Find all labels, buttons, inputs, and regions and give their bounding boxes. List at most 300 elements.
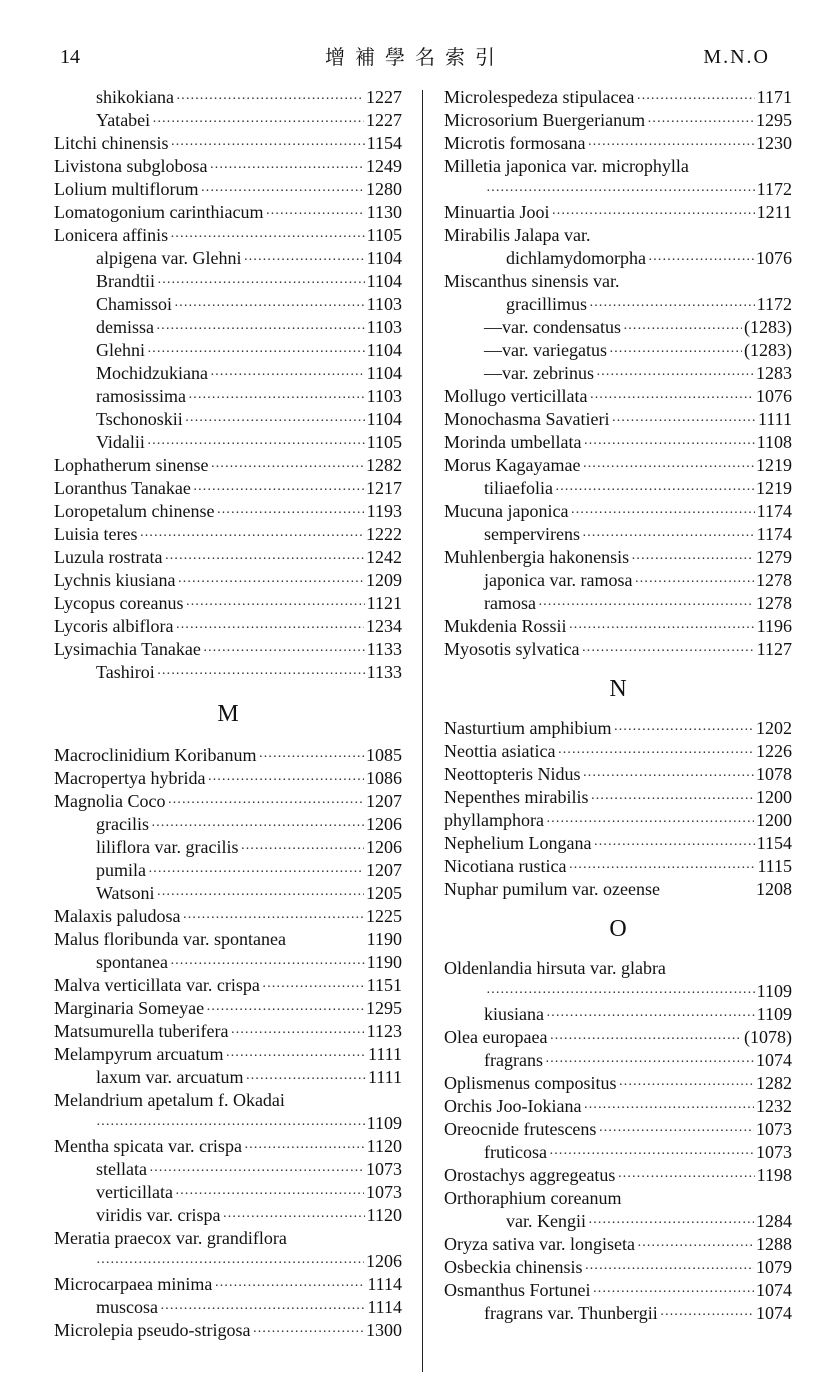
leader-dots [139, 523, 364, 548]
leader-dots [244, 1135, 365, 1160]
index-entry [444, 201, 792, 224]
leader-dots [175, 615, 364, 640]
entry-page: 1219 [756, 478, 792, 498]
index-entry [444, 615, 792, 638]
entry-name: Microsorium Buergerianum [444, 110, 646, 130]
leader-dots [636, 86, 754, 111]
page-number: 14 [60, 46, 80, 68]
index-entry [54, 928, 402, 951]
entry-name: Lycoris albiflora [54, 616, 174, 636]
leader-dots [619, 1072, 754, 1097]
leader-dots [152, 109, 364, 134]
entry-page: 1234 [366, 616, 402, 636]
entry-page: 1207 [366, 791, 402, 811]
entry-page: 1154 [756, 833, 792, 853]
entry-name: Myosotis sylvatica [444, 639, 580, 659]
leader-dots [230, 1020, 364, 1045]
entry-name: Lycopus coreanus [54, 593, 184, 613]
entry-page: (1283) [744, 340, 792, 360]
entry-name: Matsumurella tuberifera [54, 1021, 229, 1041]
entry-page: 1111 [758, 409, 792, 429]
leader-dots [634, 569, 754, 594]
entry-name: japonica var. ramosa [484, 570, 633, 590]
entry-name: Vidalii [96, 432, 145, 452]
entry-page: 1111 [368, 1044, 402, 1064]
entry-name: Nuphar pumilum var. ozeense [444, 879, 660, 899]
entry-page: 1123 [366, 1021, 402, 1041]
entry-page: 1133 [366, 662, 402, 682]
entry-name: verticillata [96, 1182, 173, 1202]
leader-dots [206, 997, 364, 1022]
leader-dots [203, 638, 365, 663]
entry-page: 1073 [366, 1182, 402, 1202]
entry-page: 1295 [366, 998, 402, 1018]
entry-name: liliflora var. gracilis [96, 837, 239, 857]
leader-dots [538, 592, 754, 617]
index-entry [54, 1043, 402, 1066]
entry-page: 1279 [756, 547, 792, 567]
entry-name: —var. variegatus [484, 340, 607, 360]
entry-page: 1196 [756, 616, 792, 636]
entry-page: 1073 [366, 1159, 402, 1179]
index-entry [444, 592, 792, 615]
index-entry [54, 477, 402, 500]
entry-page: 1288 [756, 1234, 792, 1254]
leader-dots [583, 763, 755, 788]
leader-dots [243, 247, 364, 272]
index-entry [444, 980, 792, 1003]
leader-dots [182, 905, 364, 930]
index-entry [444, 270, 792, 293]
index-entry [444, 717, 792, 740]
index-entry [444, 431, 792, 454]
leader-dots [568, 855, 755, 880]
leader-dots [588, 1210, 754, 1235]
leader-dots [582, 454, 754, 479]
index-entry [54, 247, 402, 270]
entry-name: fragrans var. Thunbergii [484, 1303, 658, 1323]
leader-dots [225, 1043, 366, 1068]
index-entry [54, 744, 402, 767]
entry-name: Morinda umbellata [444, 432, 582, 452]
entry-name: Brandtii [96, 271, 155, 291]
entry-page: 1226 [756, 741, 792, 761]
index-entry [54, 1158, 402, 1181]
entry-name: Lolium multiflorum [54, 179, 199, 199]
right-column [444, 86, 792, 1325]
index-entry [54, 592, 402, 615]
entry-page: 1079 [756, 1257, 792, 1277]
entry-page: 1172 [756, 294, 792, 314]
entry-name: Nasturtium amphibium [444, 718, 612, 738]
index-entry [444, 1233, 792, 1256]
leader-dots [207, 767, 364, 792]
leader-dots [555, 477, 754, 502]
leader-dots [167, 790, 364, 815]
entry-name: laxum var. arcuatum [96, 1067, 244, 1087]
leader-dots [590, 786, 754, 811]
entry-page: 1078 [756, 764, 792, 784]
entry-page: 1074 [756, 1303, 792, 1323]
entry-name: Tashiroi [96, 662, 155, 682]
entry-page: 1104 [366, 340, 402, 360]
entry-name: Macropertya hybrida [54, 768, 206, 788]
leader-dots [160, 1296, 365, 1321]
entry-name: Muhlenbergia hakonensis [444, 547, 630, 567]
entry-name: Mirabilis Jalapa var. [444, 225, 591, 245]
index-entry [54, 1181, 402, 1204]
entry-page: 1190 [366, 952, 402, 972]
entry-name: Miscanthus sinensis var. [444, 271, 620, 291]
leader-dots [96, 1250, 364, 1275]
entry-page: 1104 [366, 248, 402, 268]
index-entry [444, 1279, 792, 1302]
entry-page: 1278 [756, 593, 792, 613]
index-entry [444, 855, 792, 878]
entry-name: Litchi chinensis [54, 133, 169, 153]
index-entry [444, 408, 792, 431]
entry-page: 1105 [366, 225, 402, 245]
entry-page: 1120 [366, 1136, 402, 1156]
entry-name: Mentha spicata var. crispa [54, 1136, 242, 1156]
leader-dots [157, 661, 365, 686]
entry-page: (1283) [744, 317, 792, 337]
entry-page: 1198 [756, 1165, 792, 1185]
entry-page: 1133 [366, 639, 402, 659]
entry-page: 1225 [366, 906, 402, 926]
entry-page: 1154 [366, 133, 402, 153]
entry-name: gracilis [96, 814, 149, 834]
index-entry [444, 385, 792, 408]
index-entry [54, 270, 402, 293]
entry-page: 1076 [756, 386, 792, 406]
entry-page: 1205 [366, 883, 402, 903]
entry-name: Osbeckia chinensis [444, 1257, 583, 1277]
leader-dots [584, 1256, 754, 1281]
entry-name: Malaxis paludosa [54, 906, 181, 926]
index-entry [444, 362, 792, 385]
entry-page: 1280 [366, 179, 402, 199]
entry-page: 1227 [366, 87, 402, 107]
entry-page: 1151 [366, 975, 402, 995]
entry-name: phyllamphora [444, 810, 544, 830]
index-entry [54, 1204, 402, 1227]
entry-name: Mukdenia Rossii [444, 616, 567, 636]
index-entry [444, 1072, 792, 1095]
entry-page: (1078) [744, 1027, 792, 1047]
entry-name: viridis var. crispa [96, 1205, 221, 1225]
entry-name: Minuartia Jooi [444, 202, 550, 222]
entry-page: 1249 [366, 156, 402, 176]
entry-page: 1282 [756, 1073, 792, 1093]
page-title: 增補學名索引 [325, 45, 505, 69]
leader-dots [648, 247, 754, 272]
section-heading-o: O [609, 915, 627, 942]
index-entry [444, 454, 792, 477]
index-entry [444, 786, 792, 809]
index-entry [444, 763, 792, 786]
leader-dots [545, 1049, 754, 1074]
index-entry [54, 1227, 402, 1250]
index-entry [54, 523, 402, 546]
index-entry [54, 569, 402, 592]
entry-name: Luisia teres [54, 524, 138, 544]
index-entry [444, 1141, 792, 1164]
entry-name: —var. zebrinus [484, 363, 594, 383]
leader-dots [589, 293, 755, 318]
section-heading-m: M [217, 700, 239, 727]
leader-dots [201, 178, 365, 203]
index-entry [444, 1026, 792, 1049]
index-entry [54, 638, 402, 661]
leader-dots [157, 270, 365, 295]
leader-dots [147, 339, 365, 364]
leader-dots [262, 974, 365, 999]
entry-page: 1104 [366, 363, 402, 383]
entry-name: fragrans [484, 1050, 543, 1070]
entry-page: 1232 [756, 1096, 792, 1116]
entry-page: 1103 [366, 294, 402, 314]
index-entry [444, 293, 792, 316]
entry-page: 1283 [756, 363, 792, 383]
entry-name: Neottopteris Nidus [444, 764, 581, 784]
entry-page: 1104 [366, 271, 402, 291]
index-entry [54, 109, 402, 132]
index-entry [54, 86, 402, 109]
entry-name: Orthoraphium coreanum [444, 1188, 622, 1208]
index-entry [444, 740, 792, 763]
entry-page: 1076 [756, 248, 792, 268]
index-entry [444, 500, 792, 523]
entry-name: gracillimus [506, 294, 587, 314]
entry-page: 1103 [366, 317, 402, 337]
entry-name: Oryza sativa var. longiseta [444, 1234, 635, 1254]
index-entry [444, 477, 792, 500]
leader-dots [613, 717, 754, 742]
entry-name: Mucuna japonica [444, 501, 569, 521]
leader-dots [593, 1279, 755, 1304]
entry-page: 1109 [756, 981, 792, 1001]
index-entry [54, 1135, 402, 1158]
entry-name: Yatabei [96, 110, 151, 130]
entry-name: Oreocnide frutescens [444, 1119, 597, 1139]
leader-dots [593, 832, 754, 857]
entry-page: 1217 [366, 478, 402, 498]
leader-dots [486, 980, 755, 1005]
leader-dots [617, 1164, 754, 1189]
index-entry [444, 546, 792, 569]
leader-dots [210, 454, 364, 479]
entry-page: 1174 [756, 501, 792, 521]
leader-dots [149, 1158, 364, 1183]
entry-page: 1219 [756, 455, 792, 475]
index-entry [444, 1095, 792, 1118]
entry-page: 1190 [366, 929, 402, 949]
index-entry [54, 1296, 402, 1319]
entry-name: Lonicera affinis [54, 225, 169, 245]
entry-name: Lychnis kiusiana [54, 570, 176, 590]
leader-dots [265, 201, 364, 226]
entry-page: 1278 [756, 570, 792, 590]
entry-page: 1200 [756, 787, 792, 807]
entry-name: spontanea [96, 952, 168, 972]
leader-dots [170, 951, 365, 976]
entry-name: Microlespedeza stipulacea [444, 87, 635, 107]
leader-dots [631, 546, 754, 571]
entry-name: Olea europaea [444, 1027, 548, 1047]
entry-name: kiusiana [484, 1004, 544, 1024]
entry-name: Morus Kagayamae [444, 455, 581, 475]
index-entry [444, 809, 792, 832]
entry-name: Oldenlandia hirsuta var. glabra [444, 958, 666, 978]
index-entry [444, 1256, 792, 1279]
entry-name: ramosa [484, 593, 536, 613]
index-entry [444, 155, 792, 178]
entry-name: Watsoni [96, 883, 155, 903]
page-header [60, 42, 770, 76]
index-entry [54, 997, 402, 1020]
index-entry [54, 362, 402, 385]
entry-page: 1230 [756, 133, 792, 153]
entry-page: 1114 [367, 1274, 402, 1294]
section-letters: M.N.O [703, 46, 770, 68]
index-entry [54, 1112, 402, 1135]
index-entry [444, 339, 792, 362]
index-entry [54, 1020, 402, 1043]
leader-dots [245, 1066, 366, 1091]
index-entry [54, 132, 402, 155]
section-heading-n: N [609, 675, 627, 702]
leader-dots [210, 362, 365, 387]
entry-name: —var. condensatus [484, 317, 621, 337]
index-entry [444, 316, 792, 339]
entry-name: Mollugo verticillata [444, 386, 588, 406]
leader-dots [151, 813, 364, 838]
index-entry [444, 523, 792, 546]
leader-dots [609, 339, 742, 364]
leader-dots [582, 523, 755, 548]
leader-dots [193, 477, 364, 502]
entry-name: Microtis formosana [444, 133, 586, 153]
entry-page: 1073 [756, 1142, 792, 1162]
leader-dots [582, 638, 755, 663]
entry-page: 1206 [366, 814, 402, 834]
entry-name: Meratia praecox var. grandiflora [54, 1228, 287, 1248]
index-entry [54, 882, 402, 905]
leader-dots [549, 1026, 742, 1051]
entry-page: 1222 [366, 524, 402, 544]
entry-name: Luzula rostrata [54, 547, 163, 567]
entry-page: 1284 [756, 1211, 792, 1231]
entry-page: 1115 [757, 856, 792, 876]
leader-dots [647, 109, 754, 134]
index-entry [444, 1164, 792, 1187]
index-entry [444, 86, 792, 109]
index-entry [54, 224, 402, 247]
left-column [54, 86, 402, 1342]
entry-name: demissa [96, 317, 154, 337]
entry-name: dichlamydomorpha [506, 248, 646, 268]
entry-page: 1109 [366, 1113, 402, 1133]
leader-dots [216, 500, 364, 525]
entry-page: 1085 [366, 745, 402, 765]
entry-name: Magnolia Coco [54, 791, 166, 811]
entry-name: shikokiana [96, 87, 174, 107]
index-entry [54, 905, 402, 928]
entry-name: Macroclinidium Koribanum [54, 745, 257, 765]
entry-page: 1074 [756, 1050, 792, 1070]
entry-page: 1114 [367, 1297, 402, 1317]
entry-page: 1127 [756, 639, 792, 659]
leader-dots [174, 293, 365, 318]
leader-dots [546, 809, 754, 834]
entry-name: muscosa [96, 1297, 158, 1317]
entry-name: Nicotiana rustica [444, 856, 567, 876]
entry-name: Orchis Joo-Iokiana [444, 1096, 582, 1116]
entry-name: Orostachys aggregeatus [444, 1165, 616, 1185]
entry-page: 1300 [366, 1320, 402, 1340]
leader-dots [589, 385, 754, 410]
index-entry [444, 247, 792, 270]
entry-name: Nephelium Longana [444, 833, 592, 853]
entry-name: pumila [96, 860, 146, 880]
leader-dots [660, 1302, 754, 1327]
index-entry [444, 109, 792, 132]
leader-dots [170, 224, 365, 249]
entry-name: Lomatogonium carinthiacum [54, 202, 264, 222]
leader-dots [596, 362, 754, 387]
index-entry [444, 1302, 792, 1325]
entry-name: Monochasma Savatieri [444, 409, 610, 429]
leader-dots [583, 1095, 754, 1120]
leader-dots [170, 132, 364, 157]
leader-dots [210, 155, 365, 180]
entry-page: 1105 [366, 432, 402, 452]
entry-page: 1111 [368, 1067, 402, 1087]
entry-page: 1108 [756, 432, 792, 452]
index-entry [54, 951, 402, 974]
index-entry [54, 767, 402, 790]
entry-name: Oplismenus compositus [444, 1073, 617, 1093]
entry-page: 1086 [366, 768, 402, 788]
entry-name: Marginaria Someyae [54, 998, 205, 1018]
leader-dots [486, 178, 755, 203]
index-entry [54, 859, 402, 882]
entry-page: 1172 [756, 179, 792, 199]
entry-page: 1211 [756, 202, 792, 222]
leader-dots [552, 201, 755, 226]
entry-page: 1130 [366, 202, 402, 222]
index-entry [444, 224, 792, 247]
entry-name: Lysimachia Tanakae [54, 639, 201, 659]
leader-dots [188, 385, 365, 410]
index-entry [54, 408, 402, 431]
index-entry [54, 385, 402, 408]
entry-page: 1120 [366, 1205, 402, 1225]
index-entry [54, 615, 402, 638]
index-entry [54, 790, 402, 813]
entry-name: Livistona subglobosa [54, 156, 208, 176]
entry-page: 1074 [756, 1280, 792, 1300]
index-entry [54, 1273, 402, 1296]
entry-page: 1103 [366, 386, 402, 406]
leader-dots [569, 615, 755, 640]
index-entry [54, 661, 402, 684]
index-entry [54, 546, 402, 569]
index-entry [444, 132, 792, 155]
entry-page: 1227 [366, 110, 402, 130]
leader-dots [214, 1273, 365, 1298]
